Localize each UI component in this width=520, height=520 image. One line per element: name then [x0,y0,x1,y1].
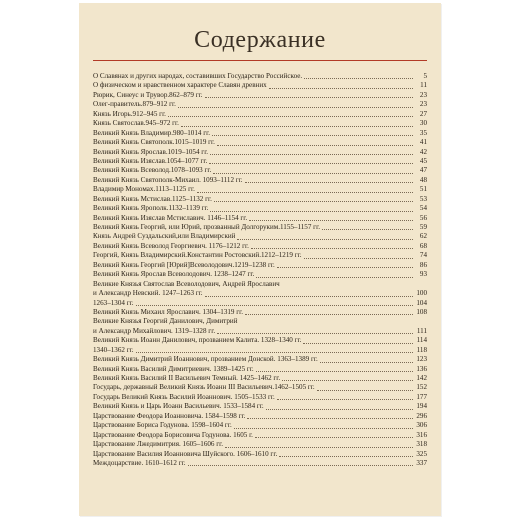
toc-entry [93,374,427,383]
toc-leader-dots [279,455,413,457]
book-page [79,3,441,516]
toc-entry-title: и Александр Михайлович. 1319–1328 гг. [93,326,216,335]
toc-leader-dots [214,200,413,202]
toc-page-number: 62 [419,232,427,241]
toc-page-number: 177 [416,392,427,401]
toc-entry [93,383,427,392]
toc-leader-dots [136,304,414,306]
toc-page-number: 114 [416,336,427,345]
toc-entry [93,346,427,355]
toc-entry [93,355,427,364]
toc-entry-title: Олег-правитель.879–912 гг. [93,100,176,109]
toc-page-number: 118 [416,345,427,354]
toc-page-number: 47 [419,166,427,175]
toc-page-number: 5 [423,72,427,80]
toc-entry [93,72,427,81]
toc-page-number: 42 [419,147,427,156]
toc-entry-title: Государь, державный Великий Князь Иоанн III Васильевич.1462–1505 гг. [93,383,315,392]
toc-entry [93,176,427,185]
toc-leader-dots [209,162,413,164]
toc-entry [93,232,427,241]
toc-leader-dots [256,276,413,278]
toc-entry-title: Владимир Мономах.1113–1125 гг. [93,185,195,194]
toc-entry [93,431,427,440]
toc-entry-title: Великий Князь Георгий, или Юрий, прозванный Долгоруким.1155–1157 гг. [93,223,320,231]
toc-entry [93,251,427,260]
toc-entry [93,110,427,119]
toc-entry-title: Великий Князь и Царь Иоанн Васильевич. 1533–1584 гг. [93,402,264,411]
toc-entry-title: Великий Князь Георгий [Юрий]Всеволодович.1219–1238 гг. [93,260,275,269]
toc-entry-title: Царствование Феодора Иоанновича. 1584–1598 гг. [93,411,246,420]
toc-entry-title: Великий Князь Святополк-Михаил. 1093–1112 гг. [93,175,243,184]
toc-leader-dots [247,417,413,419]
toc-page-number: 194 [416,402,427,411]
toc-page-number: 337 [416,458,427,467]
toc-page-number: 59 [419,223,427,231]
toc-entry-title: Великий Князь Святополк.1015–1019 гг. [93,138,215,147]
toc-leader-dots [210,153,413,155]
toc-entry-title: Великий Князь Всеволод.1078–1093 гг. [93,166,212,175]
toc-entry-title: Князь Святослав.945–972 гг. [93,119,179,128]
toc-entry-title: Великий Князь Ярополк.1132–1139 гг. [93,204,209,213]
toc-entry-title: Георгий, Князь Владимирский.Константин Ростовский.1212–1219 гг. [93,251,302,260]
toc-entry [93,242,427,251]
toc-entry-title: Великий Князь Изяслав.1054–1077 гг. [93,156,208,165]
toc-leader-dots [249,219,413,221]
toc-entry-title: Великий Князь Мстислав.1125–1132 гг. [93,194,212,203]
toc-entry-title: Царствование Феодора Борисовича Годунова. 1605 г. [93,430,253,439]
toc-leader-dots [266,408,413,410]
toc-page-number: 152 [416,383,427,392]
toc-leader-dots [304,77,413,79]
toc-entry [93,450,427,459]
toc-entry-title: Великий Князь Иоанн Данилович, прозванием Калита. 1328–1340 гг. [93,336,302,345]
toc-leader-dots [237,238,413,240]
toc-entry-title: 1340–1362 гг. [93,345,134,354]
toc-entry [93,270,427,279]
toc-page-number: 318 [416,440,427,449]
toc-page-number: 136 [416,364,427,373]
toc-page-number: 306 [416,421,427,430]
toc-page-number: 142 [416,374,427,382]
toc-leader-dots [322,228,413,230]
toc-entry-title: Великий Князь Ярослав.1019–1054 гг. [93,147,209,156]
toc-leader-dots [245,181,413,183]
toc-leader-dots [210,210,413,212]
toc-page-number: 56 [419,213,427,222]
page-title: Содержание [194,27,326,53]
toc-page-number: 296 [416,411,427,420]
toc-leader-dots [213,172,413,174]
toc-page-number: 23 [419,100,427,109]
toc-entry [93,204,427,213]
table-of-contents [93,72,427,468]
toc-leader-dots [188,464,414,466]
toc-leader-dots [303,342,413,344]
toc-entry-title: Великий Князь Ярослав Всеволодович. 1238–1247 гг. [93,270,255,279]
toc-entry-title: О Славянах и других народах, составивших Государство Российское. [93,72,303,80]
toc-leader-dots [217,144,413,146]
toc-entry-title: Великий Князь Василий Димитриевич. 1389–1425 гг. [93,364,254,373]
toc-entry-title: О физическом и нравственном характере Славян древних [93,81,267,90]
toc-leader-dots [245,313,413,315]
toc-page-number: 27 [419,109,427,118]
toc-entry [93,393,427,402]
toc-entry-title: 1263–1304 гг. [93,298,134,307]
toc-entry [93,327,427,336]
toc-page-number: 104 [416,298,427,307]
toc-leader-dots [320,361,413,363]
toc-entry [93,138,427,147]
toc-entry-title: Великий Князь Михаил Ярославич. 1304–1319 гг. [93,307,244,316]
toc-page-number: 23 [419,90,427,99]
toc-leader-dots [205,295,413,297]
toc-leader-dots [251,247,413,249]
toc-entry-title: Великий Князь Изяслав Мстиславич. 1146–1154 гг. [93,213,248,222]
toc-leader-dots [136,351,414,353]
toc-page-number: 11 [420,81,427,90]
toc-leader-dots [225,446,413,448]
toc-entry-title: Великие Князья Георгий Данилович, Димитрий [93,317,238,326]
toc-leader-dots [178,106,413,108]
toc-page-number: 111 [416,326,427,335]
toc-page-number: 35 [419,128,427,137]
toc-entry-title: Царствование Лжедимитрия. 1605–1606 гг. [93,440,224,449]
toc-entry-title: Междоцарствие. 1610–1612 гг. [93,458,186,467]
toc-page-number: 74 [419,251,427,260]
toc-entry [93,421,427,430]
toc-leader-dots [181,125,413,127]
toc-page-number: 100 [416,289,427,298]
toc-entry-title: Князь Андрей Суздальский,или Владимирский [93,232,236,241]
toc-leader-dots [277,266,413,268]
toc-page-number: 108 [416,307,427,316]
toc-leader-dots [282,379,413,381]
toc-leader-dots [212,134,413,136]
toc-entry-title: Великие Князья Святослав Всеволодович, Андрей Ярославич [93,279,280,288]
toc-leader-dots [197,191,413,193]
toc-entry [93,280,427,289]
toc-page-number: 325 [416,449,427,458]
title-divider [93,60,427,61]
toc-entry [93,148,427,157]
toc-entry [93,440,427,449]
toc-entry-title: Великий Князь Владимир.980–1014 гг. [93,128,211,137]
toc-entry [93,223,427,232]
toc-entry [93,336,427,345]
toc-leader-dots [205,96,413,98]
toc-entry-title: Князь Игорь.912–945 гг. [93,109,166,118]
toc-entry [93,100,427,109]
toc-entry [93,81,427,90]
toc-page-number: 68 [419,241,427,250]
toc-page-number: 93 [419,270,427,279]
toc-page-number: 86 [419,260,427,269]
toc-entry-title: Великий Князь Всеволод Георгиевич. 1176–1212 гг. [93,241,249,250]
toc-entry [93,129,427,138]
toc-page-number: 123 [416,355,427,364]
toc-entry [93,119,427,128]
toc-entry [93,166,427,175]
toc-entry-title: Царствование Бориса Годунова. 1598–1604 гг. [93,421,232,430]
toc-entry-title: и Александр Невский. 1247–1263 гг. [93,289,203,298]
toc-page-number: 45 [419,156,427,165]
toc-entry [93,459,427,468]
toc-entry [93,412,427,421]
toc-entry [93,195,427,204]
toc-page-number: 30 [419,119,427,128]
toc-leader-dots [317,389,413,391]
toc-page-number: 48 [419,175,427,184]
toc-entry-title: Великий Князь Димитрий Иоаннович, прозванием Донской. 1363–1389 гг. [93,355,318,364]
toc-entry [93,308,427,317]
toc-entry-title: Рюрик, Синеус и Трувор.862–879 гг. [93,90,203,99]
toc-leader-dots [304,257,414,259]
toc-page-number: 41 [419,138,427,147]
toc-entry-title: Государь Великий Князь Василий Иоаннович. 1505–1533 гг. [93,392,275,401]
toc-entry [93,214,427,223]
toc-entry [93,185,427,194]
toc-entry [93,299,427,308]
toc-entry [93,317,427,326]
toc-leader-dots [256,370,413,372]
toc-entry [93,91,427,100]
toc-leader-dots [234,427,413,429]
toc-entry [93,261,427,270]
toc-leader-dots [168,115,413,117]
toc-entry [93,365,427,374]
toc-entry [93,157,427,166]
toc-entry [93,402,427,411]
toc-page-number: 51 [419,185,427,194]
toc-page-number: 53 [419,194,427,203]
toc-entry-title: Великий Князь Василий II Васильевич Темный. 1425–1462 гг. [93,374,281,382]
toc-leader-dots [269,87,413,89]
toc-leader-dots [277,398,413,400]
toc-entry-title: Царствование Василия Иоанновича Шуйского. 1606–1610 гг. [93,449,278,458]
toc-leader-dots [255,436,413,438]
toc-page-number: 316 [416,430,427,439]
toc-leader-dots [217,332,413,334]
toc-entry [93,289,427,298]
toc-page-number: 54 [419,204,427,213]
